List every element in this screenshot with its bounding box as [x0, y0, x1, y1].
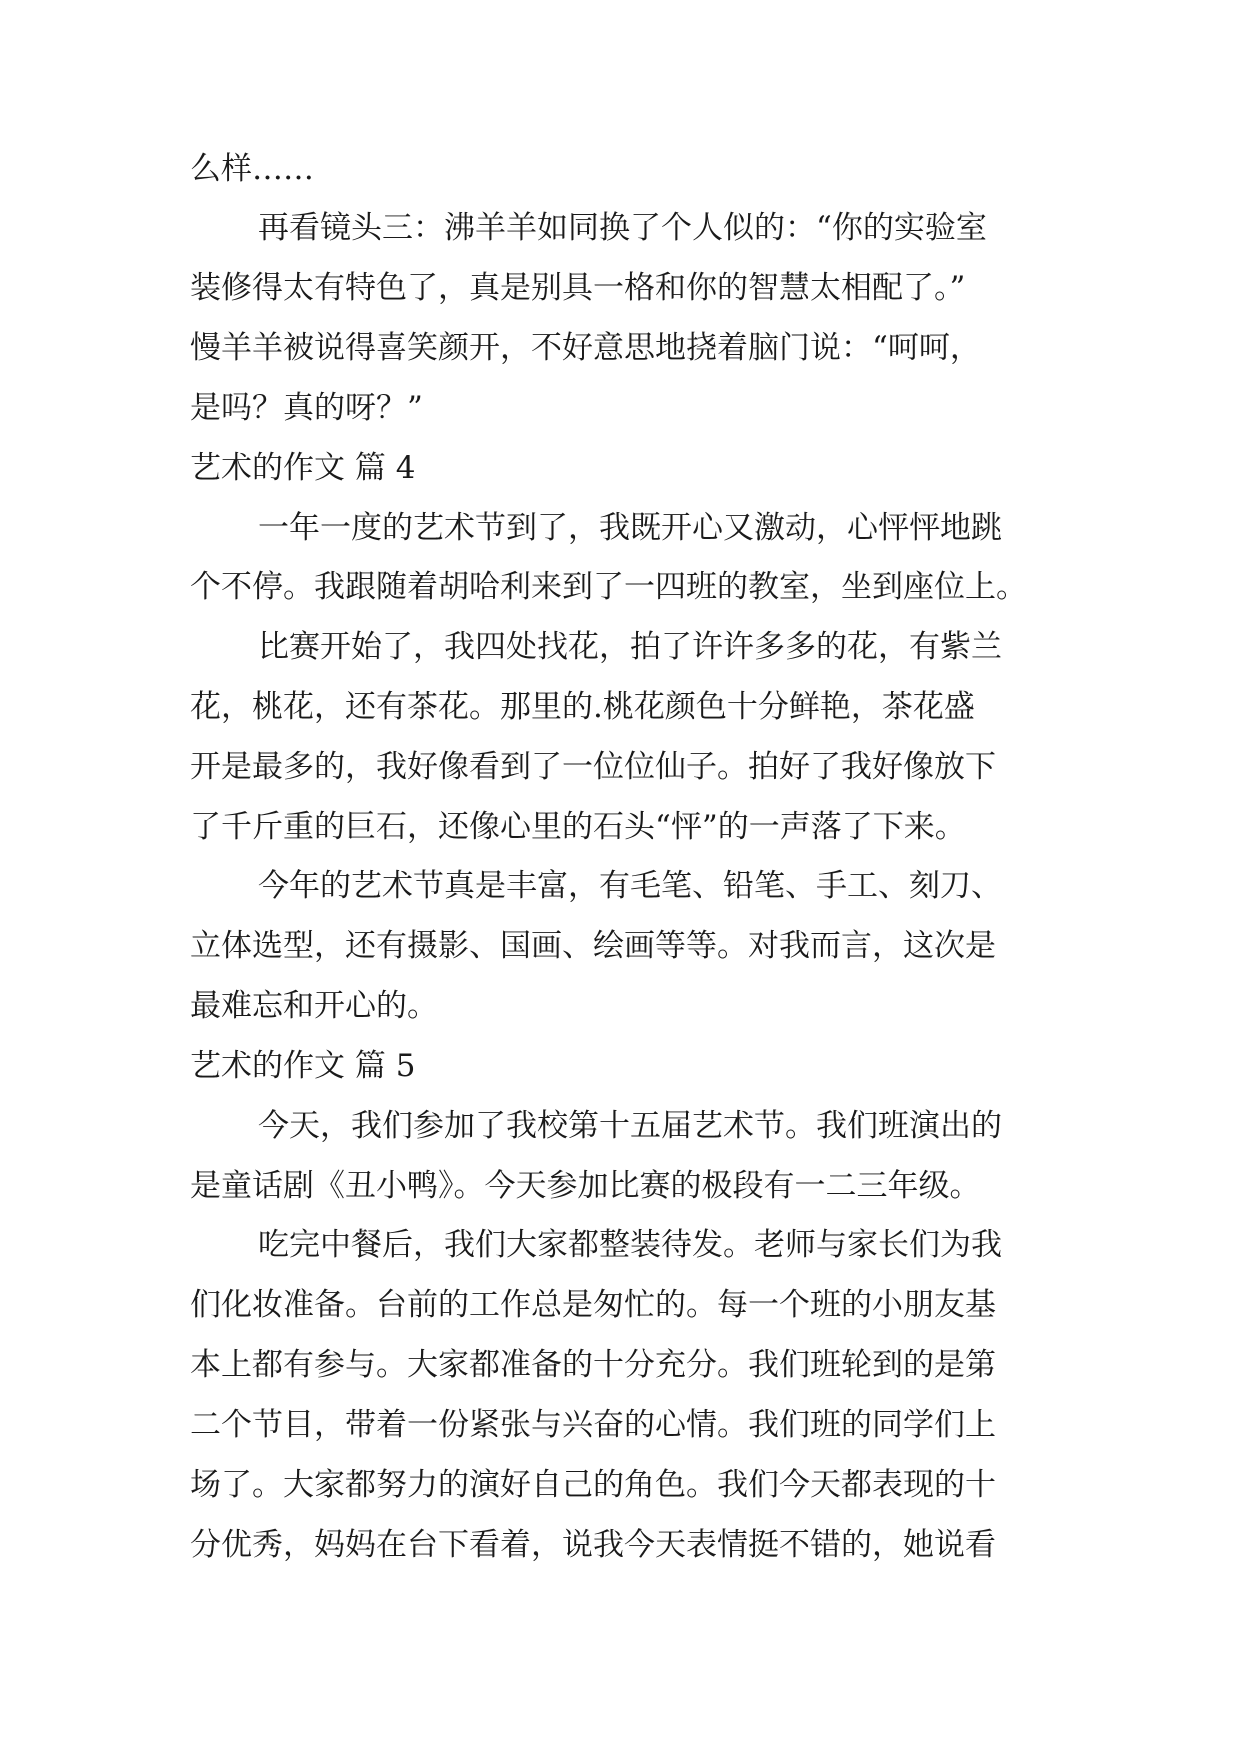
text-line: 一年一度的艺术节到了，我既开心又激动，心怦怦地跳 — [258, 510, 1002, 546]
text-line: 立体选型，还有摄影、国画、绘画等等。对我而言，这次是 — [190, 928, 996, 964]
text-line: 今天，我们参加了我校第十五届艺术节。我们班演出的 — [258, 1108, 1002, 1144]
section-heading: 艺术的作文 篇 4 — [190, 450, 416, 486]
text-line: 二个节目，带着一份紧张与兴奋的心情。我们班的同学们上 — [190, 1407, 996, 1443]
text-line: 本上都有参与。大家都准备的十分充分。我们班轮到的是第 — [190, 1347, 996, 1383]
text-line: 们化妆准备。台前的工作总是匆忙的。每一个班的小朋友基 — [190, 1287, 996, 1323]
text-line: 开是最多的，我好像看到了一位位仙子。拍好了我好像放下 — [190, 749, 996, 785]
text-line: 场了。大家都努力的演好自己的角色。我们今天都表现的十 — [190, 1467, 996, 1503]
text-line: 是吗？真的呀？” — [190, 390, 423, 426]
text-line: 最难忘和开心的。 — [190, 988, 438, 1024]
text-line: 么样…… — [190, 151, 314, 187]
text-line: 个不停。我跟随着胡哈利来到了一四班的教室，坐到座位上。 — [190, 569, 1027, 605]
section-heading: 艺术的作文 篇 5 — [190, 1048, 416, 1084]
text-line: 装修得太有特色了，真是别具一格和你的智慧太相配了。” — [190, 270, 966, 306]
text-line: 是童话剧《丑小鸭》。今天参加比赛的极段有一二三年级。 — [190, 1168, 981, 1204]
text-line: 再看镜头三：沸羊羊如同换了个人似的：“你的实验室 — [258, 210, 987, 246]
text-line: 花，桃花，还有茶花。那里的.桃花颜色十分鲜艳，茶花盛 — [190, 689, 975, 725]
text-line: 比赛开始了，我四处找花，拍了许许多多的花，有紫兰 — [258, 629, 1002, 665]
text-line: 吃完中餐后，我们大家都整装待发。老师与家长们为我 — [258, 1227, 1002, 1263]
text-line: 了千斤重的巨石，还像心里的石头“怦”的一声落了下来。 — [190, 809, 966, 845]
text-line: 慢羊羊被说得喜笑颜开，不好意思地挠着脑门说：“呵呵， — [190, 330, 981, 366]
text-line: 今年的艺术节真是丰富，有毛笔、铅笔、手工、刻刀、 — [258, 868, 1002, 904]
text-line: 分优秀，妈妈在台下看着，说我今天表情挺不错的，她说看 — [190, 1527, 996, 1563]
